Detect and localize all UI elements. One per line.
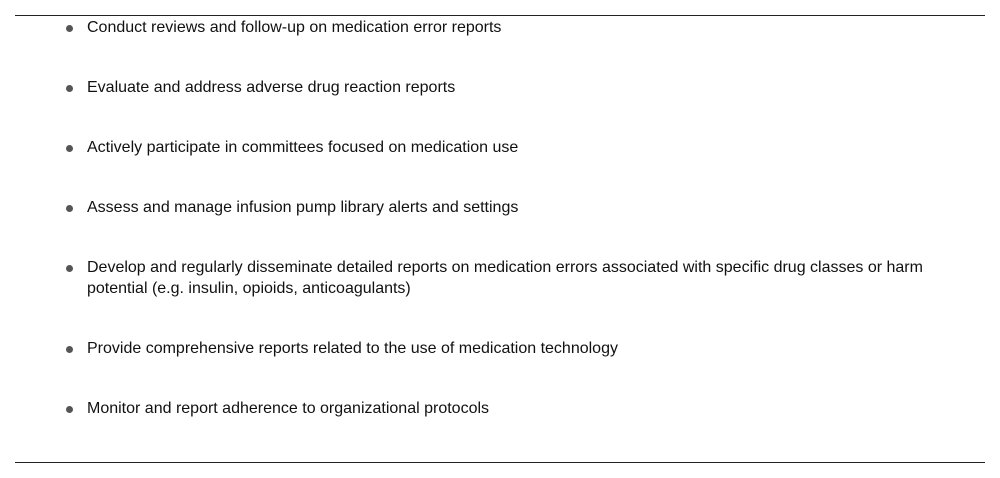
bullet-icon xyxy=(66,25,73,32)
bullet-icon xyxy=(66,205,73,212)
bullet-icon xyxy=(66,265,73,272)
list-item xyxy=(66,257,946,299)
bullet-icon xyxy=(66,406,73,413)
top-divider xyxy=(15,15,985,16)
list-item xyxy=(66,137,946,158)
list-item xyxy=(66,338,946,359)
bottom-divider xyxy=(15,462,985,463)
list-item-text: Evaluate and address adverse drug reaction reports xyxy=(87,79,456,96)
list-item-text: Actively participate in committees focused on medication use xyxy=(87,139,519,156)
list-item xyxy=(66,197,946,218)
bullet-icon xyxy=(66,145,73,152)
list-item-text: Monitor and report adherence to organizational protocols xyxy=(87,400,490,417)
list-item xyxy=(66,398,946,419)
list-item-text: Conduct reviews and follow-up on medication error reports xyxy=(87,19,502,36)
list-item xyxy=(66,77,946,98)
list-item xyxy=(66,17,946,38)
list-item-text: Assess and manage infusion pump library alerts and settings xyxy=(87,199,519,216)
list-item-text: Provide comprehensive reports related to the use of medication technology xyxy=(87,340,618,357)
bullet-icon xyxy=(66,85,73,92)
list-item-text: Develop and regularly disseminate detailed reports on medication errors associated with specific drug classes or harm potential (e.g. insulin, opioids, anticoagulants) xyxy=(87,259,923,297)
bullet-icon xyxy=(66,346,73,353)
